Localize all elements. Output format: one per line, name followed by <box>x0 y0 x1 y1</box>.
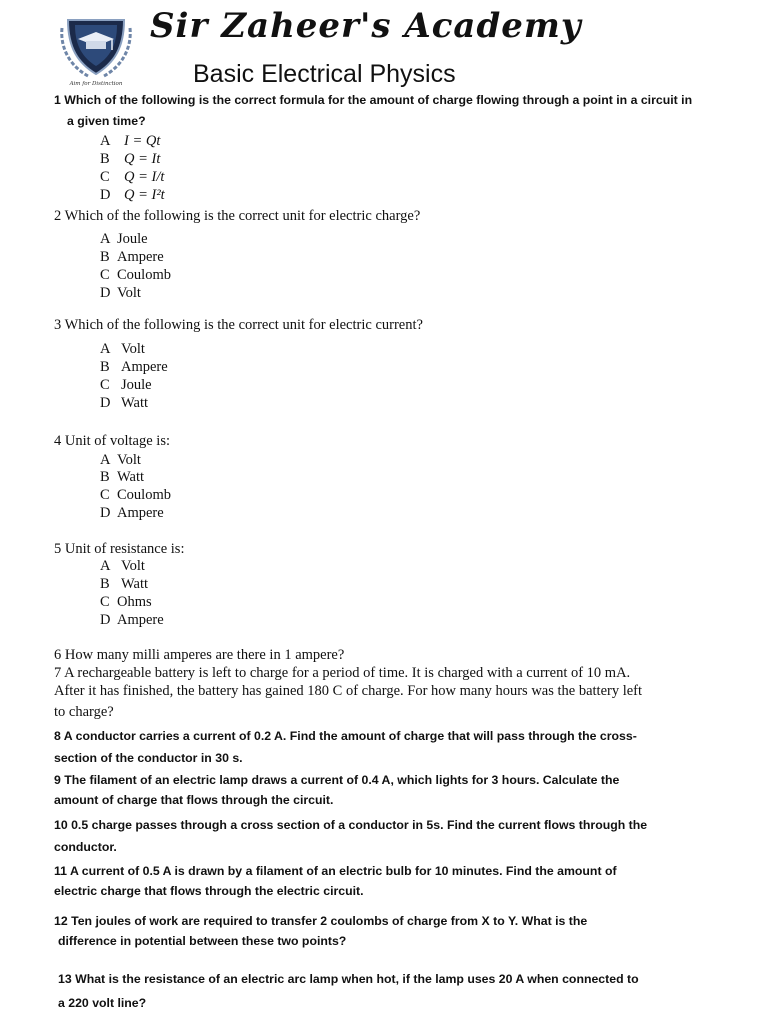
question-11-line-1: 11 A current of 0.5 A is drawn by a filament of an electric bulb for 10 minutes. Find the amount of <box>54 864 617 878</box>
question-5-text: 5 Unit of resistance is: <box>54 541 185 557</box>
question-12-line-2: difference in potential between these two points? <box>58 934 347 948</box>
logo-motto: Aim for Distinction <box>69 81 123 87</box>
question-13-line-2: a 220 volt line? <box>58 996 147 1010</box>
academy-title: Sir Zaheer's Academy <box>150 6 582 46</box>
question-1-line-2: a given time? <box>67 114 146 128</box>
question-2-option-b: B Ampere <box>100 249 164 265</box>
question-5-option-d: D Ampere <box>100 612 164 628</box>
question-7-line-2: After it has finished, the battery has gained 180 C of charge. For how many hours was the battery left <box>54 683 643 699</box>
question-12-line-1: 12 Ten joules of work are required to transfer 2 coulombs of charge from X to Y. What is the <box>54 914 588 928</box>
question-7-line-3: to charge? <box>54 704 114 720</box>
question-1-option-b: B Q = It <box>100 151 161 167</box>
question-3-option-b: B Ampere <box>100 359 168 375</box>
question-13-line-1: 13 What is the resistance of an electric arc lamp when hot, if the lamp uses 20 A when connected to <box>58 972 639 986</box>
question-6-text: 6 How many milli amperes are there in 1 ampere? <box>54 647 345 663</box>
question-2-option-d: D Volt <box>100 285 141 301</box>
question-5-option-a: A Volt <box>100 558 145 574</box>
question-4-option-c: C Coulomb <box>100 487 171 503</box>
question-3-option-c: C Joule <box>100 377 152 393</box>
question-1-line-1: 1 Which of the following is the correct formula for the amount of charge flowing through a point in a circuit in <box>54 93 693 107</box>
question-1-option-c: C Q = I/t <box>100 169 165 185</box>
question-4-option-d: D Ampere <box>100 505 164 521</box>
question-7-line-1: 7 A rechargeable battery is left to charge for a period of time. It is charged with a current of 10 mA. <box>54 665 631 681</box>
question-3-option-a: A Volt <box>100 341 145 357</box>
question-4-option-a: A Volt <box>100 452 141 468</box>
question-9-line-1: 9 The filament of an electric lamp draws a current of 0.4 A, which lights for 3 hours. Calculate the <box>54 773 620 787</box>
question-8-line-2: section of the conductor in 30 s. <box>54 751 243 765</box>
question-11-line-2: electric charge that flows through the electric circuit. <box>54 884 364 898</box>
question-2-option-a: A Joule <box>100 231 148 247</box>
question-2-text: 2 Which of the following is the correct unit for electric charge? <box>54 208 421 224</box>
question-5-option-b: B Watt <box>100 576 149 592</box>
question-3-option-d: D Watt <box>100 395 149 411</box>
question-5-option-c: C Ohms <box>100 594 152 610</box>
question-4-option-b: B Watt <box>100 469 145 485</box>
question-1-option-d: D Q = I²t <box>100 187 165 203</box>
question-3-text: 3 Which of the following is the correct unit for electric current? <box>54 317 423 333</box>
academy-logo <box>58 8 134 88</box>
question-10-line-2: conductor. <box>54 840 117 854</box>
question-8-line-1: 8 A conductor carries a current of 0.2 A. Find the amount of charge that will pass through the cross- <box>54 729 637 743</box>
question-10-line-1: 10 0.5 charge passes through a cross section of a conductor in 5s. Find the current flows through the <box>54 818 648 832</box>
question-9-line-2: amount of charge that flows through the circuit. <box>54 793 334 807</box>
page-subtitle: Basic Electrical Physics <box>193 60 456 88</box>
question-1-option-a: A I = Qt <box>100 133 161 149</box>
question-2-option-c: C Coulomb <box>100 267 171 283</box>
question-4-text: 4 Unit of voltage is: <box>54 433 170 449</box>
